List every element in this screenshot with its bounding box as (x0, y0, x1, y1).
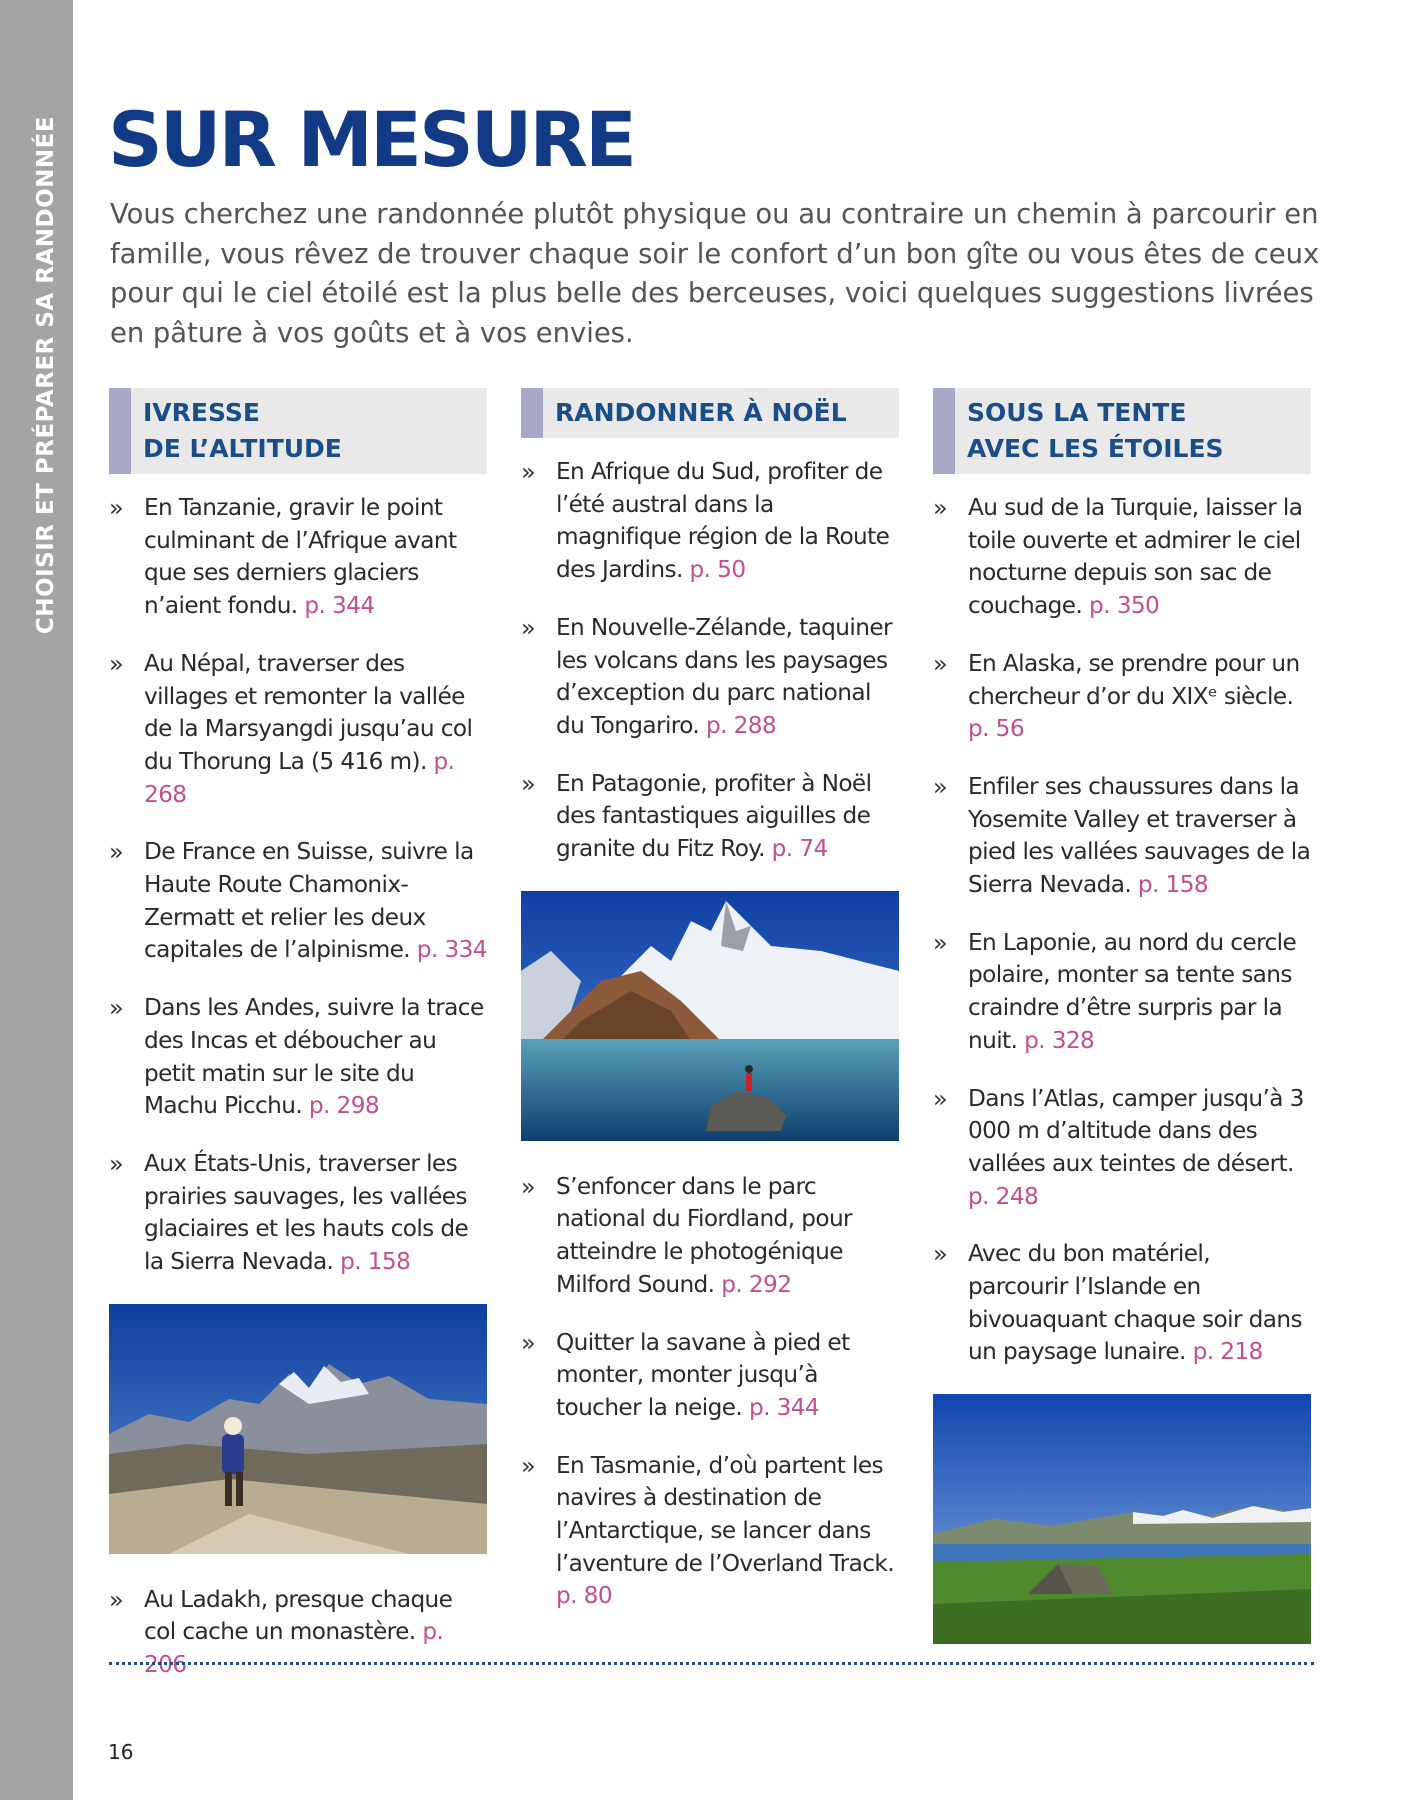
bullet-icon: » (521, 769, 536, 798)
hiker-mountain-photo (109, 1304, 487, 1554)
item-text: En Nouvelle-Zélande, taquiner les volcans dans les paysages d’exception du parc national du Tongariro. (556, 613, 892, 739)
page-reference[interactable]: p. 298 (308, 1092, 380, 1120)
page-reference[interactable]: p. 288 (705, 711, 777, 739)
column-heading (109, 388, 487, 474)
heading-line: DE L’ALTITUDE (143, 434, 342, 463)
item-text: Dans les Andes, suivre la trace des Incas et déboucher au petit matin sur le site du Machu Picchu. (144, 994, 484, 1120)
page-reference[interactable]: p. 158 (1137, 871, 1209, 899)
suggestion-list (933, 492, 1311, 1369)
page-title: SUR MESURE (108, 95, 634, 184)
page-reference[interactable]: p. 50 (689, 556, 746, 584)
bullet-icon: » (109, 838, 124, 867)
item-text: Avec du bon matériel, parcourir l’Islande en bivouaquant chaque soir dans un paysage lunaire. (968, 1240, 1302, 1366)
list-item (933, 648, 1311, 746)
page-reference[interactable]: p. 56 (968, 715, 1024, 743)
item-text: S’enfoncer dans le parc national du Fiordland, pour atteindre le photogénique Milford Sound. (556, 1172, 852, 1298)
item-text: En Patagonie, profiter à Noël des fantastiques aiguilles de granite du Fitz Roy. (556, 769, 872, 863)
page-number: 16 (108, 1740, 134, 1764)
suggestion-list (521, 456, 899, 866)
column-heading (933, 388, 1311, 474)
suggestion-list (109, 1584, 487, 1682)
item-text: Quitter la savane à pied et monter, monter jusqu’à toucher la neige. (556, 1328, 850, 1421)
bullet-icon: » (521, 1328, 536, 1357)
list-item (521, 612, 899, 743)
column-altitude (109, 388, 487, 1707)
list-item (109, 1584, 487, 1682)
bullet-icon: » (521, 1451, 536, 1480)
bullet-icon: » (521, 1172, 536, 1201)
item-text: Au Ladakh, presque chaque col cache un monastère. (144, 1585, 453, 1646)
list-item (521, 768, 899, 866)
page-reference[interactable]: p. 80 (556, 1582, 612, 1610)
page-reference[interactable]: p. 328 (1024, 1026, 1095, 1054)
page-reference[interactable]: p. 158 (340, 1248, 411, 1276)
item-text: En Laponie, au nord du cercle polaire, monter sa tente sans craindre d’être surpris par la nuit. (968, 928, 1297, 1054)
item-text: En Tasmanie, d’où partent les navires à destination de l’Antarctique, se lancer dans l’aventure de l’Overland Track. (556, 1451, 894, 1577)
suggestion-list (521, 1171, 899, 1613)
bullet-icon: » (109, 649, 124, 678)
intro-paragraph: Vous cherchez une randonnée plutôt physique ou au contraire un chemin à parcourir en famille, vous rêvez de trouver chaque soir le confort d’un bon gîte ou vous êtes de ceux pour qui le ciel étoilé est la plus belle des berceuses, voici quelques suggestions livrées en pâture à vos goûts et à vos envies. (110, 199, 1320, 349)
item-text: Dans l’Atlas, camper jusqu’à 3 000 m d’altitude dans des vallées aux teintes de désert. (968, 1084, 1304, 1177)
list-item (521, 456, 899, 587)
item-text: Au Népal, traverser des villages et remonter la vallée de la Marsyangdi jusqu’au col du Thorung La (5 416 m). (144, 649, 473, 775)
list-item (521, 1327, 899, 1425)
page-reference[interactable]: p. 74 (771, 835, 828, 863)
page-reference[interactable]: p. 334 (416, 936, 487, 964)
page-reference[interactable]: p. 344 (748, 1393, 820, 1421)
page-reference[interactable]: p. 292 (721, 1270, 792, 1298)
item-text: En Afrique du Sud, profiter de l’été austral dans la magnifique région de la Route des Jardins. (556, 458, 890, 584)
list-item (521, 1171, 899, 1302)
bullet-icon: » (933, 494, 948, 522)
bullet-icon: » (933, 772, 948, 801)
bullet-icon: » (109, 1585, 124, 1614)
list-item (109, 648, 487, 812)
fitz-roy-lake-photo (521, 891, 899, 1141)
list-item (109, 492, 487, 623)
item-text: Aux États-Unis, traverser les prairies sauvages, les vallées glaciaires et les hauts cols de la Sierra Nevada. (144, 1149, 469, 1276)
heading-line: IVRESSE (143, 398, 260, 427)
item-text: Enfiler ses chaussures dans la Yosemite Valley et traverser à pied les vallées sauvages de la Sierra Nevada. (968, 772, 1311, 899)
bullet-icon: » (933, 649, 948, 678)
page-reference[interactable]: p. 350 (1089, 592, 1160, 620)
page-reference[interactable]: p. 268 (144, 747, 455, 808)
bullet-icon: » (933, 1240, 948, 1269)
list-item (933, 492, 1311, 623)
suggestion-list (109, 492, 487, 1279)
column-christmas (521, 388, 899, 1638)
heading-line: RANDONNER À NOËL (555, 398, 847, 427)
list-item (933, 927, 1311, 1058)
item-text: En Alaska, se prendre pour un chercheur d’or du XIXᵉ siècle. (968, 649, 1300, 710)
heading-line: AVEC LES ÉTOILES (967, 434, 1224, 463)
bullet-icon: » (109, 494, 124, 522)
bullet-icon: » (521, 613, 536, 642)
bullet-icon: » (109, 1149, 124, 1178)
item-text: Au sud de la Turquie, laisser la toile ouverte et admirer le ciel nocturne depuis son sac de couchage. (968, 494, 1303, 620)
tent-lake-photo (933, 1394, 1311, 1644)
section-label: CHOISIR ET PRÉPARER SA RANDONNÉE (33, 115, 59, 635)
bullet-icon: » (933, 928, 948, 957)
item-text: De France en Suisse, suivre la Haute Route Chamonix-Zermatt et relier les deux capitales de l’alpinisme. (144, 838, 474, 964)
dotted-divider (109, 1662, 1314, 1665)
item-text: En Tanzanie, gravir le point culminant de l’Afrique avant que ses derniers glaciers n’aient fondu. (144, 494, 457, 620)
bullet-icon: » (109, 994, 124, 1023)
bullet-icon: » (521, 458, 536, 486)
heading-line: SOUS LA TENTE (967, 398, 1187, 427)
page-reference[interactable]: p. 218 (1192, 1338, 1263, 1366)
page-reference[interactable]: p. 206 (144, 1618, 444, 1679)
list-item (109, 1148, 487, 1279)
list-item (933, 1083, 1311, 1214)
page-reference[interactable]: p. 344 (304, 592, 375, 620)
list-item (109, 836, 487, 967)
list-item (109, 992, 487, 1123)
bullet-icon: » (933, 1084, 948, 1113)
page-reference[interactable]: p. 248 (968, 1182, 1039, 1210)
column-tent (933, 388, 1311, 1674)
list-item (933, 771, 1311, 902)
column-heading (521, 388, 899, 438)
list-item (521, 1450, 899, 1614)
list-item (933, 1238, 1311, 1369)
